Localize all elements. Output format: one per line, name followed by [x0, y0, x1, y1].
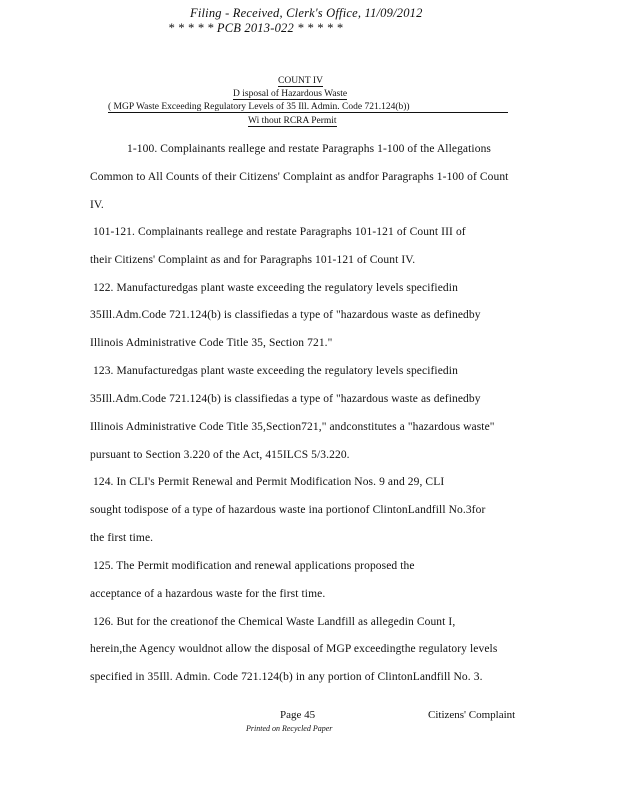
filing-stamp-line2: * * * * * PCB 2013-022 * * * * *: [168, 21, 343, 35]
filing-stamp-line1: Filing - Received, Clerk's Office, 11/09/2012: [190, 6, 423, 20]
body-line-15: the first time.: [90, 532, 154, 544]
body-line-8: Illinois Administrative Code Title 35, Section 721.": [90, 337, 333, 349]
page-number: Page 45: [280, 709, 316, 721]
count-subtitle-row2: D isposal of Hazardous Waste: [233, 89, 348, 99]
body-line-5: their Citizens' Complaint as and for Paragraphs 101-121 of Count IV.: [90, 254, 416, 266]
body-line-18: 126. But for the creationof the Chemical Waste Landfill as allegedin Count I,: [93, 616, 456, 628]
count-subtitle-row3: ( MGP Waste Exceeding Regulatory Levels of 35 Ill. Admin. Code 721.124(b)): [108, 102, 508, 113]
body-line-4: 101-121. Complainants reallege and restate Paragraphs 101-121 of Count III of: [93, 226, 466, 238]
count-subtitle-row4: Wi thout RCRA Permit: [248, 116, 337, 126]
body-line-19: herein,the Agency wouldnot allow the disposal of MGP exceedingthe regulatory levels: [90, 643, 498, 655]
body-line-1: 1-100. Complainants reallege and restate Paragraphs 1-100 of the Allegations: [127, 143, 491, 155]
body-line-14: sought todispose of a type of hazardous waste ina portionof ClintonLandfill No.3for: [90, 504, 486, 516]
body-line-3: IV.: [90, 199, 104, 211]
body-line-17: acceptance of a hazardous waste for the first time.: [90, 588, 326, 600]
body-line-10: 35Ill.Adm.Code 721.124(b) is classifiedas a type of "hazardous waste as definedby: [90, 393, 481, 405]
body-line-11: Illinois Administrative Code Title 35,Section721," andconstitutes a "hazardous waste": [90, 421, 495, 433]
body-line-7: 35Ill.Adm.Code 721.124(b) is classifiedas a type of "hazardous waste as definedby: [90, 309, 481, 321]
body-line-13: 124. In CLI's Permit Renewal and Permit Modification Nos. 9 and 29, CLI: [93, 476, 445, 488]
body-line-16: 125. The Permit modification and renewal applications proposed the: [93, 560, 415, 572]
body-line-12: pursuant to Section 3.220 of the Act, 415ILCS 5/3.220.: [90, 449, 350, 461]
body-line-9: 123. Manufacturedgas plant waste exceeding the regulatory levels specifiedin: [93, 365, 458, 377]
body-line-2: Common to All Counts of their Citizens' Complaint as andfor Paragraphs 1-100 of Count: [90, 171, 509, 183]
body-line-6: 122. Manufacturedgas plant waste exceeding the regulatory levels specifiedin: [93, 282, 458, 294]
count-title: COUNT IV: [278, 76, 323, 86]
body-line-20: specified in 35Ill. Admin. Code 721.124(b) in any portion of ClintonLandfill No. 3.: [90, 671, 483, 683]
document-title-footer: Citizens' Complaint: [428, 709, 516, 721]
printed-on-recycled-paper: Printed on Recycled Paper: [246, 724, 333, 733]
